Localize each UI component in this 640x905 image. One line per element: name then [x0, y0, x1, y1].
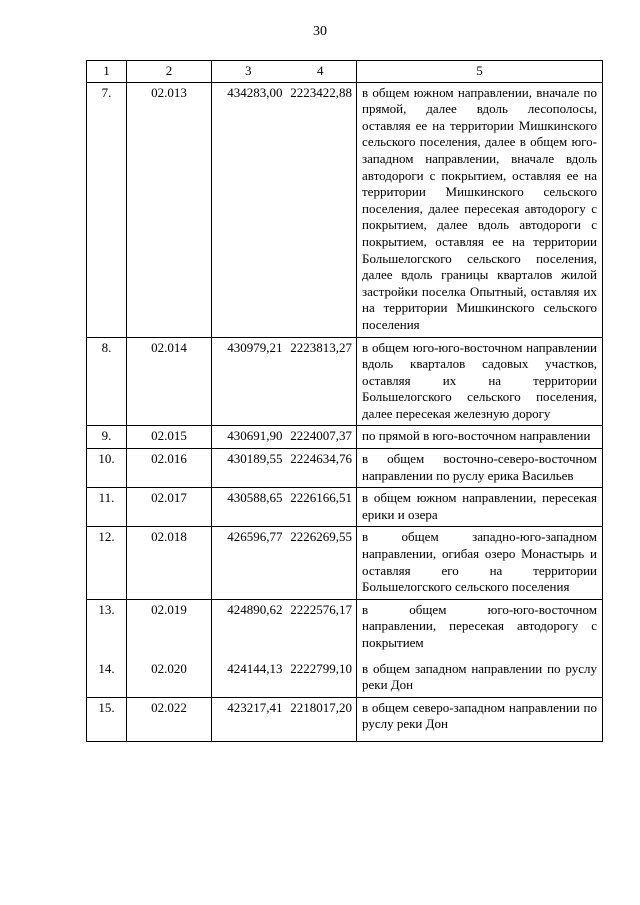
coord-x: 426596,77 [212, 527, 285, 599]
table-row [87, 337, 603, 426]
row-number: 13. [87, 599, 127, 654]
header-col-4: 4 [285, 61, 357, 83]
table-header [87, 61, 603, 83]
row-number: 11. [87, 488, 127, 527]
coord-y: 2218017,20 [285, 697, 357, 741]
point-code: 02.016 [127, 449, 212, 488]
description: в общем восточно-северо-восточном направлении по руслу ерика Васильев [357, 449, 603, 488]
table-row [87, 527, 603, 599]
row-number: 8. [87, 337, 127, 426]
coord-y: 2223813,27 [285, 337, 357, 426]
description: по прямой в юго-восточном направлении [357, 426, 603, 449]
row-number: 14. [87, 655, 127, 698]
description: в общем юго-юго-восточном направлении вдоль кварталов садовых участков, оставляя их на территории Большелогского сельского поселения, далее пересекая железную дорогу [357, 337, 603, 426]
boundary-table [86, 60, 603, 742]
coord-x: 423217,41 [212, 697, 285, 741]
row-number: 9. [87, 426, 127, 449]
coord-x: 430588,65 [212, 488, 285, 527]
table-row [87, 697, 603, 741]
table-row [87, 426, 603, 449]
table-body [87, 82, 603, 741]
coord-y: 2223422,88 [285, 82, 357, 337]
header-col-3: 3 [212, 61, 285, 83]
point-code: 02.018 [127, 527, 212, 599]
description: в общем юго-юго-восточном направлении, пересекая автодорогу с покрытием [357, 599, 603, 654]
header-col-2: 2 [127, 61, 212, 83]
coord-x: 430189,55 [212, 449, 285, 488]
table-row [87, 488, 603, 527]
point-code: 02.020 [127, 655, 212, 698]
table-row [87, 82, 603, 337]
description: в общем западно-юго-западном направлении, огибая озеро Монастырь и оставляя его на территории Большелогского сельского поселения [357, 527, 603, 599]
header-col-1: 1 [87, 61, 127, 83]
point-code: 02.019 [127, 599, 212, 654]
coord-x: 430691,90 [212, 426, 285, 449]
coord-y: 2224007,37 [285, 426, 357, 449]
point-code: 02.015 [127, 426, 212, 449]
row-number: 7. [87, 82, 127, 337]
description: в общем западном направлении по руслу реки Дон [357, 655, 603, 698]
point-code: 02.013 [127, 82, 212, 337]
point-code: 02.022 [127, 697, 212, 741]
coord-x: 430979,21 [212, 337, 285, 426]
page-number: 30 [313, 24, 327, 39]
table-row [87, 599, 603, 654]
description: в общем южном направлении, пересекая ерики и озера [357, 488, 603, 527]
row-number: 12. [87, 527, 127, 599]
table-row [87, 655, 603, 698]
coord-x: 424144,13 [212, 655, 285, 698]
coord-x: 424890,62 [212, 599, 285, 654]
point-code: 02.014 [127, 337, 212, 426]
description: в общем южном направлении, вначале по прямой, далее вдоль лесополосы, оставляя ее на территории Мишкинского сельского поселения, далее в общем юго-западном направлении, вначале вдоль автодороги с покрытием, оставляя ее на территории Мишкинского сельского поселения, далее пересекая автодорогу с покрытием, далее вдоль автодороги с покрытием, оставляя ее на территории Большелогского сельского поселения, далее вдоль границы кварталов жилой застройки поселка Опытный, оставляя их на территории Мишкинского сельского поселения [357, 82, 603, 337]
coord-x: 434283,00 [212, 82, 285, 337]
coord-y: 2226269,55 [285, 527, 357, 599]
coord-y: 2222576,17 [285, 599, 357, 654]
point-code: 02.017 [127, 488, 212, 527]
coord-y: 2224634,76 [285, 449, 357, 488]
row-number: 15. [87, 697, 127, 741]
header-col-5: 5 [357, 61, 603, 83]
coord-y: 2226166,51 [285, 488, 357, 527]
coord-y: 2222799,10 [285, 655, 357, 698]
table-row [87, 449, 603, 488]
description: в общем северо-западном направлении по руслу реки Дон [357, 697, 603, 741]
row-number: 10. [87, 449, 127, 488]
